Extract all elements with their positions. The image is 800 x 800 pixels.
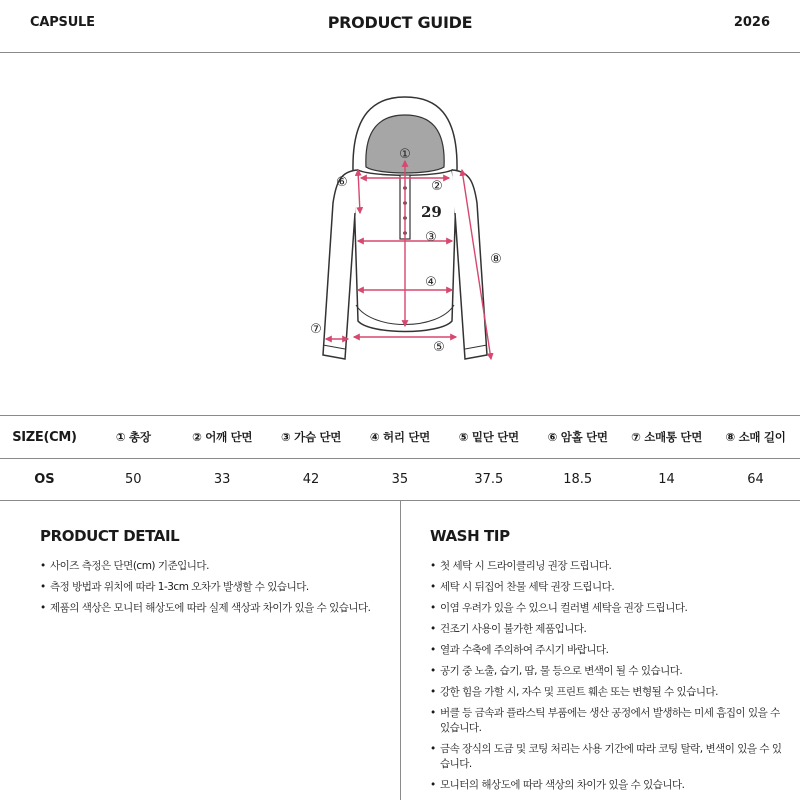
left-sleeve xyxy=(323,170,358,359)
list-item: • 세탁 시 뒤집어 찬물 세탁 권장 드립니다. xyxy=(430,580,790,595)
year-label: 2026 xyxy=(733,15,770,30)
list-item: • 버클 등 금속과 플라스틱 부품에는 생산 공정에서 발생하는 미세 흠집이 있을 수 있습니다. xyxy=(430,706,790,736)
marker-6: ⑥ xyxy=(336,175,348,190)
header-chest: ③ 가슴 단면 xyxy=(267,416,356,459)
header-shoulder: ② 어깨 단면 xyxy=(178,416,267,459)
wash-tip-heading: WASH TIP xyxy=(430,527,510,545)
value-cell: 35 xyxy=(356,459,445,501)
list-item: • 금속 장식의 도금 및 코팅 처리는 사용 기간에 따라 코팅 탈락, 변색이 있을 수 있습니다. xyxy=(430,742,790,772)
marker-1: ① xyxy=(399,147,411,162)
header-hem: ⑤ 밑단 단면 xyxy=(444,416,533,459)
garment-illustration xyxy=(0,53,800,415)
brand-name: CAPSULE xyxy=(30,15,95,30)
value-cell: 42 xyxy=(267,459,356,501)
value-cell: 64 xyxy=(711,459,800,501)
marker-2: ② xyxy=(431,179,443,194)
marker-3: ③ xyxy=(425,230,437,245)
header-cuff: ⑦ 소매통 단면 xyxy=(622,416,711,459)
list-item: • 제품의 색상은 모니터 해상도에 따라 실제 색상과 차이가 있을 수 있습니다. xyxy=(40,601,390,616)
value-cell: 14 xyxy=(622,459,711,501)
value-cell: 18.5 xyxy=(533,459,622,501)
chest-logo: 29 xyxy=(421,203,442,221)
product-detail-list xyxy=(40,559,390,616)
marker-8: ⑧ xyxy=(490,252,502,267)
right-sleeve xyxy=(452,170,487,359)
page-title: PRODUCT GUIDE xyxy=(327,13,473,32)
header-armhole: ⑥ 암홀 단면 xyxy=(533,416,622,459)
header-size: SIZE(CM) xyxy=(0,416,89,459)
size-cell: OS xyxy=(0,459,89,501)
marker-7: ⑦ xyxy=(310,322,322,337)
size-table-header xyxy=(0,416,800,459)
size-table xyxy=(0,415,800,501)
value-cell: 33 xyxy=(178,459,267,501)
list-item: • 이염 우려가 있을 수 있으니 컬러별 세탁을 권장 드립니다. xyxy=(430,601,790,616)
product-detail-heading: PRODUCT DETAIL xyxy=(40,527,180,545)
header-waist: ④ 허리 단면 xyxy=(356,416,445,459)
wash-tip-list xyxy=(430,559,790,793)
table-row xyxy=(0,459,800,501)
value-cell: 37.5 xyxy=(444,459,533,501)
value-cell: 50 xyxy=(89,459,178,501)
column-divider xyxy=(400,500,401,800)
list-item: • 열과 수축에 주의하여 주시기 바랍니다. xyxy=(430,643,790,658)
hoodie-diagram xyxy=(0,53,800,415)
list-item: • 건조기 사용이 불가한 제품입니다. xyxy=(430,622,790,637)
header-sleeve-length: ⑧ 소매 길이 xyxy=(711,416,800,459)
marker-4: ④ xyxy=(425,275,437,290)
wash-tip-section xyxy=(430,500,790,800)
header-bar xyxy=(0,0,800,53)
product-detail-section xyxy=(40,500,390,800)
list-item: • 사이즈 측정은 단면(cm) 기준입니다. xyxy=(40,559,390,574)
list-item: • 모니터의 해상도에 따라 색상의 차이가 있을 수 있습니다. xyxy=(430,778,790,793)
header-total-length: ① 총장 xyxy=(89,416,178,459)
marker-5: ⑤ xyxy=(433,340,445,355)
list-item: • 공기 중 노출, 습기, 땀, 물 등으로 변색이 될 수 있습니다. xyxy=(430,664,790,679)
list-item: • 강한 힘을 가할 시, 자수 및 프린트 훼손 또는 변형될 수 있습니다. xyxy=(430,685,790,700)
list-item: • 측정 방법과 위치에 따라 1-3cm 오차가 발생할 수 있습니다. xyxy=(40,580,390,595)
list-item: • 첫 세탁 시 드라이클리닝 권장 드립니다. xyxy=(430,559,790,574)
